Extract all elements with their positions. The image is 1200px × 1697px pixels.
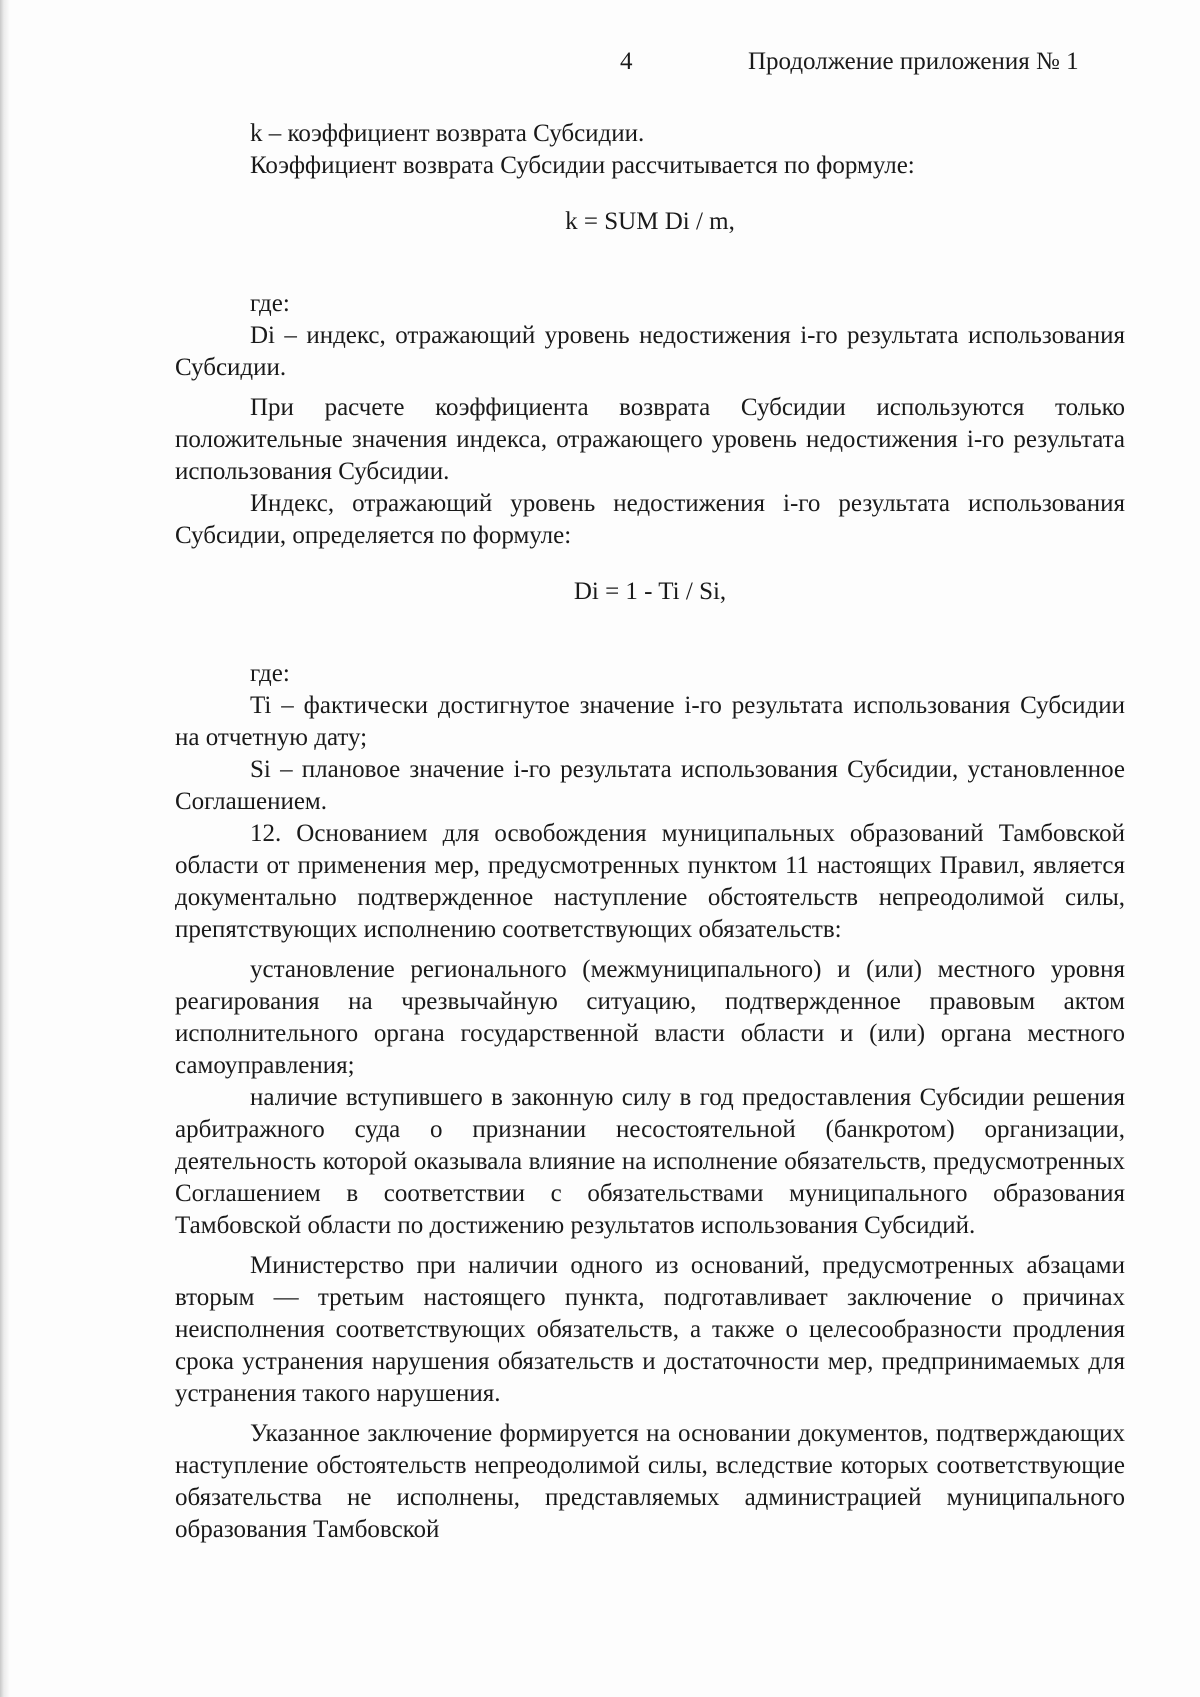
document-body <box>175 118 1125 1546</box>
paragraph: наличие вступившего в законную силу в год предоставления Субсидии решения арбитражного суда о признании несостоятельной (банкротом) организации, деятельность которой оказывала влияние на исполнение обязательств, предусмотренных Соглашением в соответствии с обязательствами муниципального образования Тамбовской области по достижению результатов использования Субсидий. <box>175 1084 1125 1239</box>
paragraph: k – коэффициент возврата Субсидии. <box>250 120 645 147</box>
formula-index: Di = 1 - Ti / Si, <box>573 578 727 605</box>
paragraph: Ti – фактически достигнутое значение i-го результата использования Субсидии на отчетную дату; <box>175 692 1125 751</box>
formula-return-coefficient: k = SUM Di / m, <box>565 208 735 235</box>
scan-edge-shadow <box>0 0 10 1697</box>
page-number: 4 <box>620 48 633 75</box>
page-header <box>0 48 1200 88</box>
where-label: где: <box>250 290 290 317</box>
paragraph: Si – плановое значение i-го результата использования Субсидии, установленное Соглашением. <box>175 756 1125 815</box>
paragraph: Министерство при наличии одного из оснований, предусмотренных абзацами вторым — третьим настоящего пункта, подготавливает заключение о причинах неисполнения соответствующих обязательств, а также о целесообразности продления срока устранения нарушения обязательств и достаточности мер, предпринимаемых для устранения такого нарушения. <box>175 1252 1125 1407</box>
paragraph: Коэффициент возврата Субсидии рассчитывается по формуле: <box>250 152 915 179</box>
paragraph: При расчете коэффициента возврата Субсидии используются только положительные значения индекса, отражающего уровень недостижения i-го результата использования Субсидии. <box>175 394 1125 485</box>
where-label: где: <box>250 660 290 687</box>
paragraph: установление регионального (межмуниципального) и (или) местного уровня реагирования на чрезвычайную ситуацию, подтвержденное правовым актом исполнительного органа государственной власти области и (или) органа местного самоуправления; <box>175 956 1125 1079</box>
paragraph: Указанное заключение формируется на основании документов, подтверждающих наступление обстоятельств непреодолимой силы, вследствие которых соответствующие обязательства не исполнены, представляемых администрацией муниципального образования Тамбовской <box>175 1420 1125 1543</box>
paragraph: Индекс, отражающий уровень недостижения i-го результата использования Субсидии, определяется по формуле: <box>175 490 1125 549</box>
paragraph-item-12: 12. Основанием для освобождения муниципальных образований Тамбовской области от применения мер, предусмотренных пунктом 11 настоящих Правил, является документально подтвержденное наступление обстоятельств непреодолимой силы, препятствующих исполнению соответствующих обязательств: <box>175 820 1125 943</box>
appendix-continuation-note: Продолжение приложения № 1 <box>748 48 1079 75</box>
paragraph: Di – индекс, отражающий уровень недостижения i-го результата использования Субсидии. <box>175 322 1125 381</box>
